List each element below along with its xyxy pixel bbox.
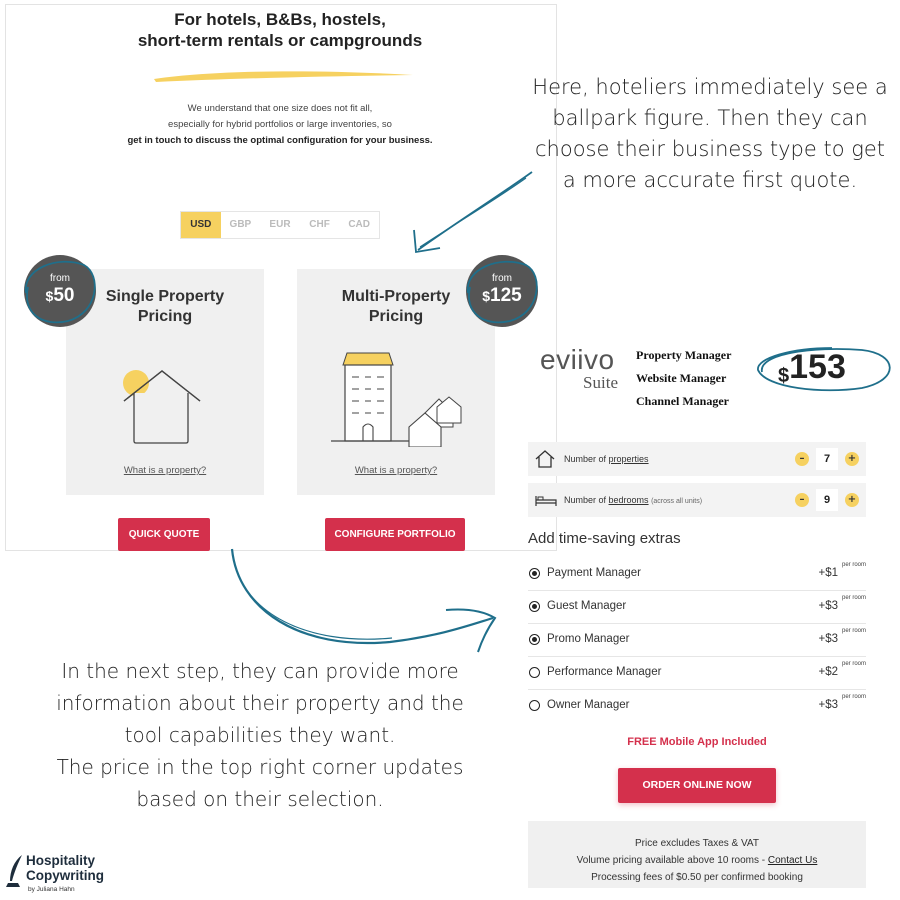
increment-button[interactable]: + [845,452,859,466]
hand-drawn-circle [18,251,102,331]
multi-price-badge: from $125 [466,255,538,327]
increment-button[interactable]: + [845,493,859,507]
currency-eur[interactable]: EUR [269,219,291,230]
annotation-top: Here, hoteliers immediately see a ballpark figure. Then they can choose their business type to get a more accurate first quote. [532,75,888,192]
extra-payment-manager[interactable]: Payment Manager +$1 per room [528,558,866,591]
configure-portfolio-button[interactable]: CONFIGURE PORTFOLIO [325,518,465,551]
free-mobile-app-note: FREE Mobile App Included [627,736,767,748]
radio-selected-icon[interactable] [529,634,540,645]
properties-link[interactable]: properties [608,454,649,464]
included-managers: Property Manager Website Manager Channel Manager [636,348,732,408]
annotation-bottom: In the next step, they can provide more information about their property and the tool capabilities they want. The price in the top right corner updates based on their selection. [56,659,464,811]
extra-performance-manager[interactable]: Performance Manager +$2 per room [528,657,866,690]
bed-icon [534,489,558,511]
properties-value[interactable]: 7 [816,448,838,470]
house-icon [118,365,208,445]
radio-selected-icon[interactable] [529,568,540,579]
bedrooms-link[interactable]: bedrooms [608,495,649,505]
extra-owner-manager[interactable]: Owner Manager +$3 per room [528,690,866,723]
quill-icon [6,853,26,889]
extra-guest-manager[interactable]: Guest Manager +$3 per room [528,591,866,624]
radio-unselected-icon[interactable] [529,700,540,711]
bedrooms-value[interactable]: 9 [816,489,838,511]
radio-unselected-icon[interactable] [529,667,540,678]
decrement-button[interactable]: – [795,452,809,466]
currency-gbp[interactable]: GBP [229,219,252,230]
page-title: For hotels, B&Bs, hostels, short-term rentals or campgrounds [137,10,423,50]
hospitality-copywriting-logo: Hospitality Copywriting by Juliana Hahn [6,853,26,893]
currency-chf[interactable]: CHF [309,219,330,230]
bedrooms-counter: Number of bedrooms (across all units) – 9 + [528,483,866,517]
what-is-property-link[interactable]: What is a property? [354,465,438,476]
decrement-button[interactable]: – [795,493,809,507]
buildings-icon [329,347,469,447]
quick-quote-button[interactable]: QUICK QUOTE [118,518,210,551]
hand-drawn-circle [460,251,544,331]
extra-promo-manager[interactable]: Promo Manager +$3 per room [528,624,866,657]
eviivo-logo: eviivo Suite [540,344,618,392]
contact-us-link[interactable]: Contact Us [767,855,818,866]
yellow-swoosh-decoration [151,67,416,87]
pricing-footnotes: Price excludes Taxes & VAT Volume pricing available above 10 rooms - Contact Us Processing fees of $0.50 per confirmed booking [528,821,866,888]
currency-selector [180,211,380,239]
order-online-button[interactable]: ORDER ONLINE NOW [618,768,776,803]
total-price: $153 [778,348,846,387]
what-is-property-link[interactable]: What is a property? [123,465,207,476]
card-title: Single Property Pricing [105,288,225,325]
currency-usd[interactable]: USD [181,212,221,238]
currency-cad[interactable]: CAD [348,219,370,230]
card-title: Multi-Property Pricing [341,288,451,325]
properties-counter: Number of properties – 7 + [528,442,866,476]
radio-selected-icon[interactable] [529,601,540,612]
extras-heading: Add time-saving extras [528,530,681,547]
single-price-badge: from $50 [24,255,96,327]
arrow-to-configurator-icon [232,549,495,652]
pricing-overview-screenshot [5,4,557,551]
intro-description: We understand that one size does not fit all, especially for hybrid portfolios or large inventories, so get in touch to discuss the optimal configuration for your business. [127,103,433,146]
house-icon [534,448,556,470]
